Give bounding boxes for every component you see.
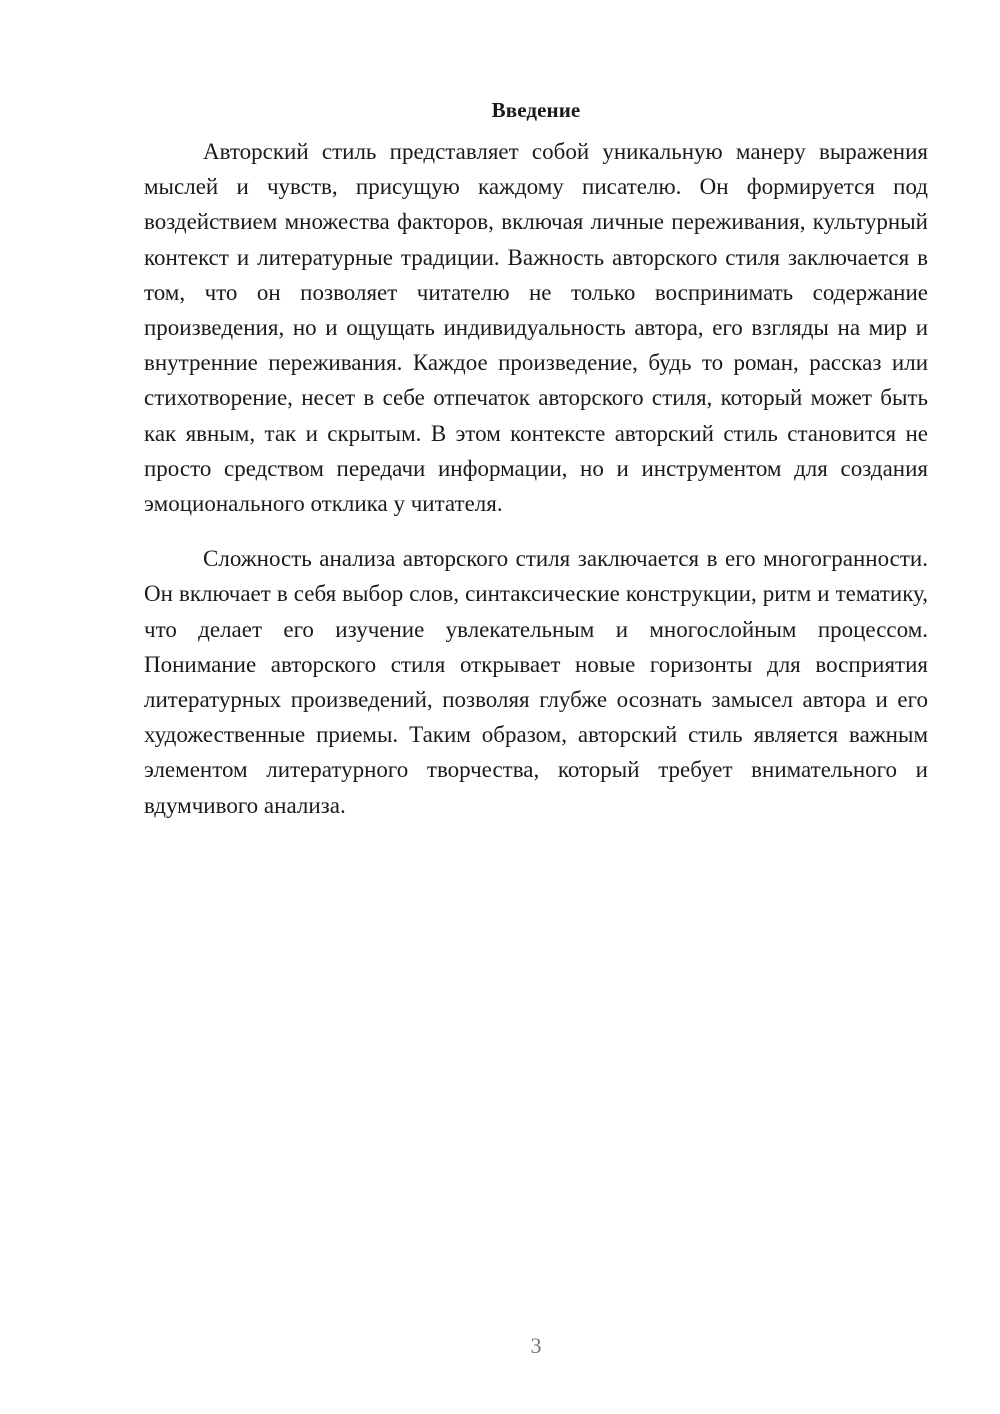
paragraph-2: Сложность анализа авторского стиля заключается в его многогранности. Он включает в себя выбор слов, синтаксические конструкции, ритм и тематику, что делает его изучение увлекательным и многослойным процессом. Понимание авторского стиля открывает новые горизонты для восприятия литературных произведений, позволяя глубже осознать замысел автора и его художественные приемы. Таким образом, авторский стиль является важным элементом литературного творчества, который требует внимательного и вдумчивого анализа.	[144, 546, 928, 818]
page-content	[144, 96, 928, 823]
paragraph-1: Авторский стиль представляет собой уникальную манеру выражения мыслей и чувств, присущую каждому писателю. Он формируется под воздействием множества факторов, включая личные переживания, культурный контекст и литературные традиции. Важность авторского стиля заключается в том, что он позволяет читателю не только воспринимать содержание произведения, но и ощущать индивидуальность автора, его взгляды на мир и внутренние переживания. Каждое произведение, будь то роман, рассказ или стихотворение, несет в себе отпечаток авторского стиля, который может быть как явным, так и скрытым. В этом контексте авторский стиль становится не просто средством передачи информации, но и инструментом для создания эмоционального отклика у читателя.	[144, 139, 928, 517]
page-number: 3	[530, 1333, 542, 1358]
section-heading: Введение	[491, 98, 581, 122]
